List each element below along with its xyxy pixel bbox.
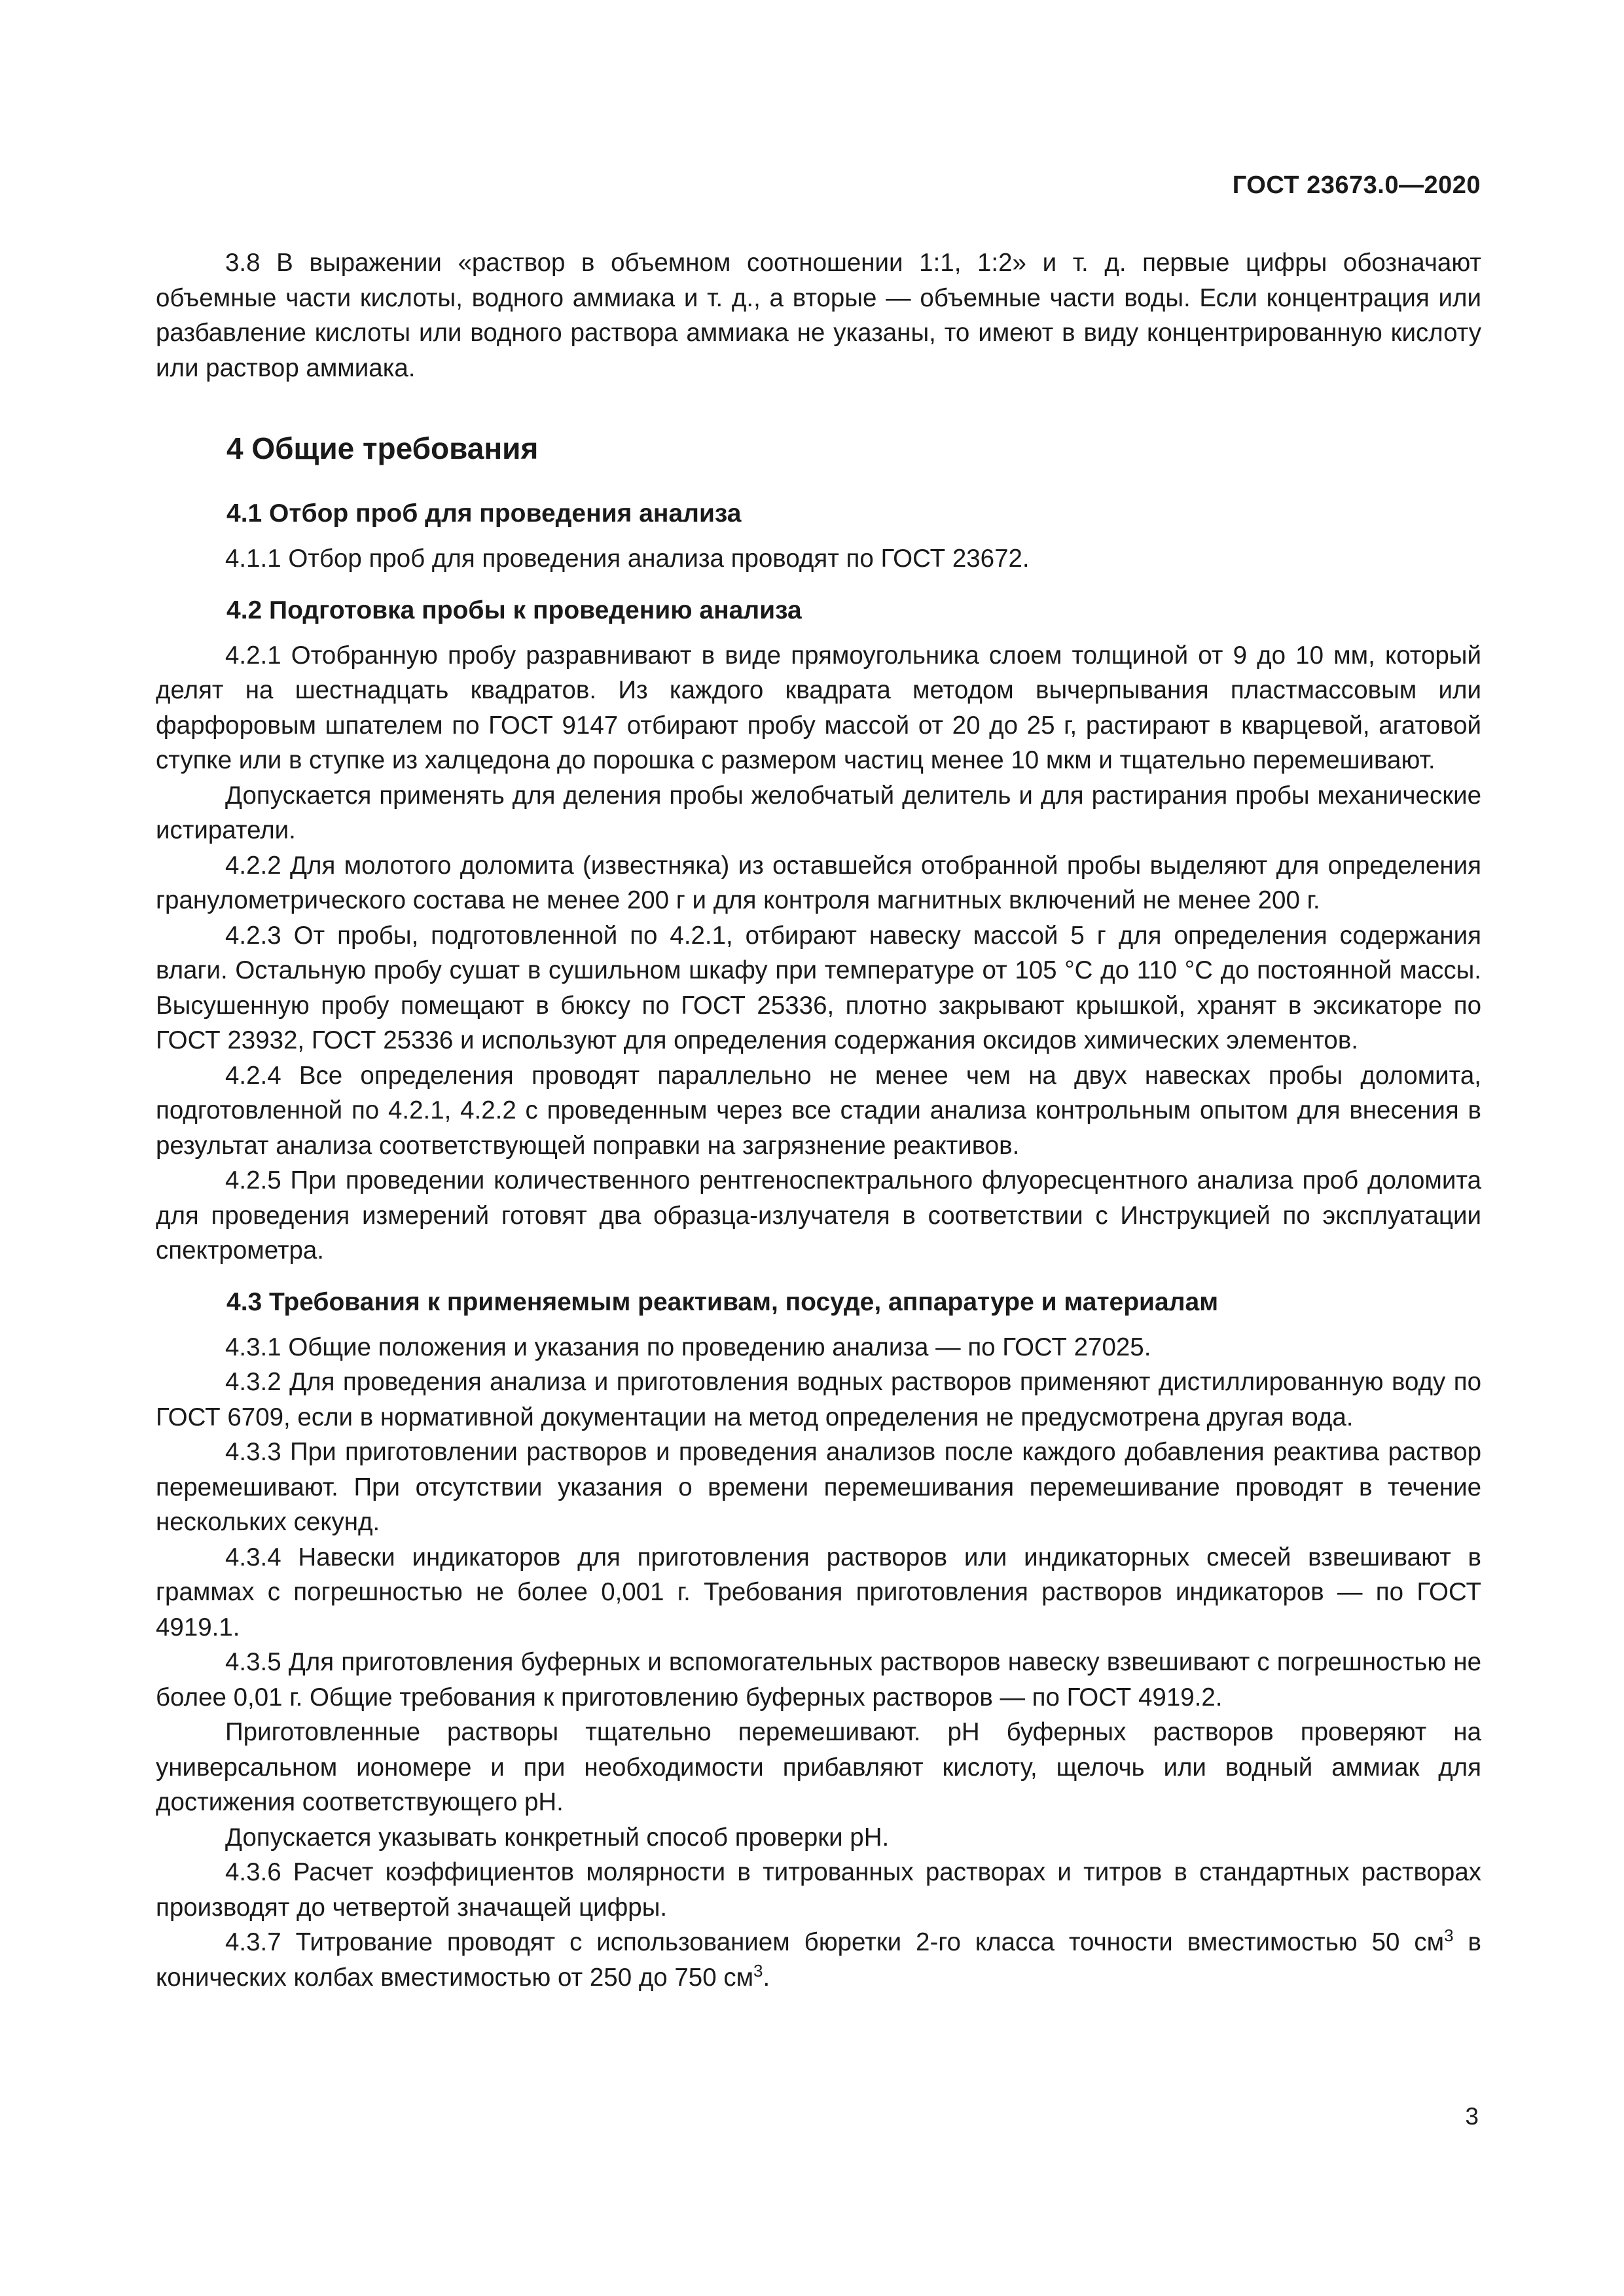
- paragraph-4-3-7-text-2: в конических колбах вместимостью от 250 до 750 см: [156, 1928, 1481, 1992]
- paragraph-4-3-5-ph-note: Допускается указывать конкретный способ проверки pH.: [225, 1823, 890, 1852]
- paragraph-4-3-7-text-3: .: [763, 1963, 770, 1992]
- paragraph-3-8: 3.8 В выражении «раствор в объемном соотношении 1:1, 1:2» и т. д. первые цифры обозначают объемные части кислоты, водного аммиака и т. д., а вторые — объемные части воды. Если концентрация или разбавление кислоты или водного раствора аммиака не указаны, то имеют в виду концентрированную кислоту или раствор аммиака.: [156, 249, 1481, 382]
- paragraph-4-3-4: 4.3.4 Навески индикаторов для приготовления растворов или индикаторных смесей взвешивают в граммах с погрешностью не более 0,001 г. Требования приготовления растворов индикаторов — по ГОСТ 4919.1.: [156, 1543, 1481, 1641]
- superscript-3: 3: [753, 1960, 763, 1981]
- superscript-3: 3: [1444, 1926, 1454, 1946]
- page-number: 3: [1465, 2103, 1479, 2130]
- paragraph-4-2-1: 4.2.1 Отобранную пробу разравнивают в виде прямоугольника слоем толщиной от 9 до 10 мм, который делят на шестнадцать квадратов. Из каждого квадрата методом вычерпывания пластмассовым или фарфоровым шпателем по ГОСТ 9147 отбирают пробу массой от 20 до 25 г, растирают в кварцевой, агатовой ступке или в ступке из халцедона до порошка с размером частиц менее 10 мкм и тщательно перемешивают.: [156, 641, 1481, 774]
- paragraph-4-2-2: 4.2.2 Для молотого доломита (известняка) из оставшейся отобранной пробы выделяют для определения гранулометрического состава не менее 200 г и для контроля магнитных включений не менее 200 г.: [156, 851, 1481, 914]
- paragraph-4-2-1-note: Допускается применять для деления пробы желобчатый делитель и для растирания пробы механические истиратели.: [156, 781, 1481, 844]
- section-4-3-title: 4.3 Требования к применяемым реактивам, посуде, аппаратуре и материалам: [226, 1287, 1219, 1316]
- paragraph-4-3-1: 4.3.1 Общие положения и указания по проведению анализа — по ГОСТ 27025.: [225, 1333, 1151, 1361]
- section-4-1-title: 4.1 Отбор проб для проведения анализа: [226, 499, 742, 528]
- paragraph-4-3-5-note: Приготовленные растворы тщательно перемешивают. pH буферных растворов проверяют на универсальном иономере и при необходимости прибавляют кислоту, щелочь или водный аммиак для достижения соответствующего pH.: [156, 1718, 1481, 1816]
- paragraph-4-3-2: 4.3.2 Для проведения анализа и приготовления водных растворов применяют дистиллированную воду по ГОСТ 6709, если в нормативной документации на метод определения не предусмотрена другая вода.: [156, 1368, 1481, 1431]
- paragraph-4-3-5: 4.3.5 Для приготовления буферных и вспомогательных растворов навеску взвешивают с погрешностью не более 0,01 г. Общие требования к приготовлению буферных растворов — по ГОСТ 4919.2.: [156, 1648, 1481, 1712]
- paragraph-4-2-3: 4.2.3 От пробы, подготовленной по 4.2.1, отбирают навеску массой 5 г для определения содержания влаги. Остальную пробу сушат в сушильном шкафу при температуре от 105 °С до 110 °С до постоянной массы. Высушенную пробу помещают в бюксу по ГОСТ 25336, плотно закрывают крышкой, хранят в эксикаторе по ГОСТ 23932, ГОСТ 25336 и используют для определения содержания оксидов химических элементов.: [156, 921, 1481, 1054]
- paragraph-4-1-1: 4.1.1 Отбор проб для проведения анализа проводят по ГОСТ 23672.: [225, 545, 1030, 573]
- paragraph-4-3-7: [156, 1925, 1481, 1995]
- paragraph-4-2-4: 4.2.4 Все определения проводят параллельно не менее чем на двух навесках пробы доломита, подготовленной по 4.2.1, 4.2.2 с проведенным через все стадии анализа контрольным опытом для внесения в результат анализа соответствующей поправки на загрязнение реактивов.: [156, 1061, 1481, 1160]
- paragraph-4-3-6: 4.3.6 Расчет коэффициентов молярности в титрованных растворах и титров в стандартных растворах производят до четвертой значащей цифры.: [156, 1858, 1481, 1922]
- section-4-title: 4 Общие требования: [226, 431, 539, 465]
- paragraph-4-2-5: 4.2.5 При проведении количественного рентгеноспектрального флуоресцентного анализа проб доломита для проведения измерений готовят два образца-излучателя в соответствии с Инструкцией по эксплуатации спектрометра.: [156, 1166, 1481, 1265]
- page-body: [156, 245, 1481, 1995]
- section-4-2-title: 4.2 Подготовка пробы к проведению анализа: [226, 596, 802, 624]
- paragraph-4-3-7-text-1: 4.3.7 Титрование проводят с использованием бюретки 2-го класса точности вместимостью 50 см: [225, 1928, 1445, 1956]
- paragraph-4-3-3: 4.3.3 При приготовлении растворов и проведения анализов после каждого добавления реактива раствор перемешивают. При отсутствии указания о времени перемешивания перемешивание проводят в течение нескольких секунд.: [156, 1438, 1481, 1536]
- document-code-header: ГОСТ 23673.0—2020: [1232, 171, 1481, 199]
